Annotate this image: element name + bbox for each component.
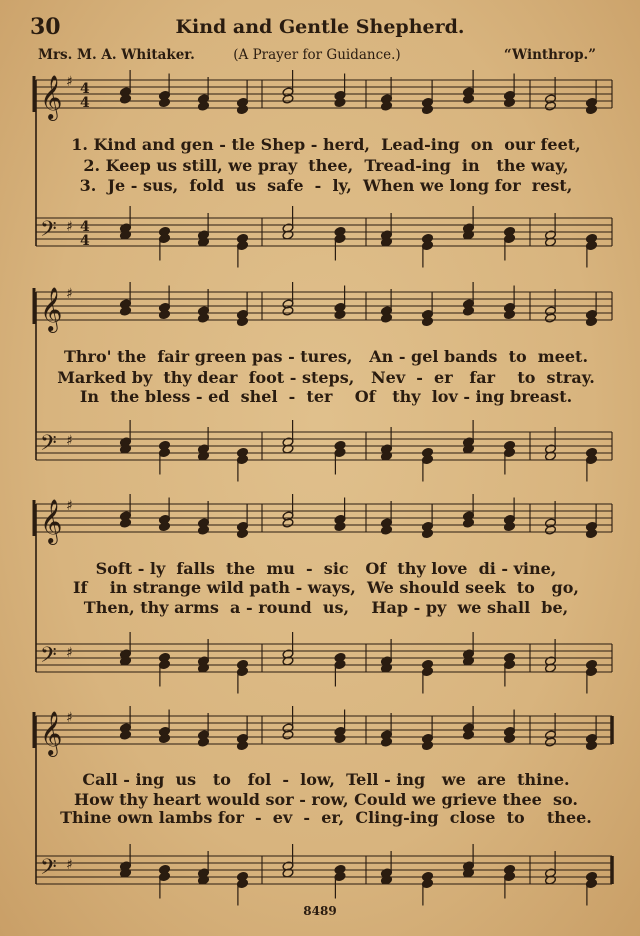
bass-clef-icon: 𝄢 (40, 217, 57, 247)
sharp-icon: ♯ (66, 219, 73, 235)
lyric-line: How thy heart would sor - row, Could we grieve thee so. (74, 790, 578, 809)
lyric-line: 2. Keep us still, we pray thee, Tread-ing in the way, (83, 156, 569, 175)
author-credit: Mrs. M. A. Whitaker. (38, 47, 195, 63)
lyric-line: 1. Kind and gen - tle Shep - herd, Lead-ing on our feet, (71, 135, 581, 154)
tune-name: “Winthrop.” (503, 47, 596, 63)
sharp-icon: ♯ (66, 645, 73, 661)
bass-clef-icon: 𝄢 (40, 855, 57, 885)
treble-clef-icon: 𝄞 (40, 75, 63, 119)
lyric-line: Then, thy arms a - round us, Hap - py we shall be, (83, 598, 569, 617)
plate-number: 8489 (303, 904, 337, 918)
sharp-icon: ♯ (66, 710, 73, 726)
treble-clef-icon: 𝄞 (40, 711, 63, 755)
bass-clef-icon: 𝄢 (40, 431, 57, 461)
lyric-line: Thine own lambs for - ev - er, Cling-ing close to thee. (60, 808, 592, 827)
bass-clef-icon: 𝄢 (40, 643, 57, 673)
treble-clef-icon: 𝄞 (40, 499, 63, 543)
time-signature: 4 (80, 95, 90, 111)
sharp-icon: ♯ (66, 498, 73, 514)
lyric-line: 3. Je - sus, fold us safe - ly, When we long for rest, (79, 176, 573, 195)
lyric-line: Call - ing us to fol - low, Tell - ing we are thine. (82, 770, 570, 789)
hymn-title: Kind and Gentle Shepherd. (175, 16, 465, 38)
lyric-line: If in strange wild path - ways, We should seek to go, (73, 578, 579, 597)
sharp-icon: ♯ (66, 857, 73, 873)
sharp-icon: ♯ (66, 286, 73, 302)
hymn-subtitle: (A Prayer for Guidance.) (233, 47, 401, 63)
lyric-line: Soft - ly falls the mu - sic Of thy love di - vine, (95, 559, 557, 578)
time-signature: 4 (80, 219, 90, 235)
time-signature: 4 (80, 233, 90, 249)
sharp-icon: ♯ (66, 433, 73, 449)
lyric-line: In the bless - ed shel - ter Of thy lov - ing breast. (79, 387, 573, 406)
treble-clef-icon: 𝄞 (40, 287, 63, 331)
page-number: 30 (30, 14, 61, 40)
lyric-line: Thro' the fair green pas - tures, An - gel bands to meet. (63, 347, 589, 366)
sharp-icon: ♯ (66, 74, 73, 90)
lyric-line: Marked by thy dear foot - steps, Nev - er far to stray. (57, 368, 595, 387)
time-signature: 4 (80, 81, 90, 97)
